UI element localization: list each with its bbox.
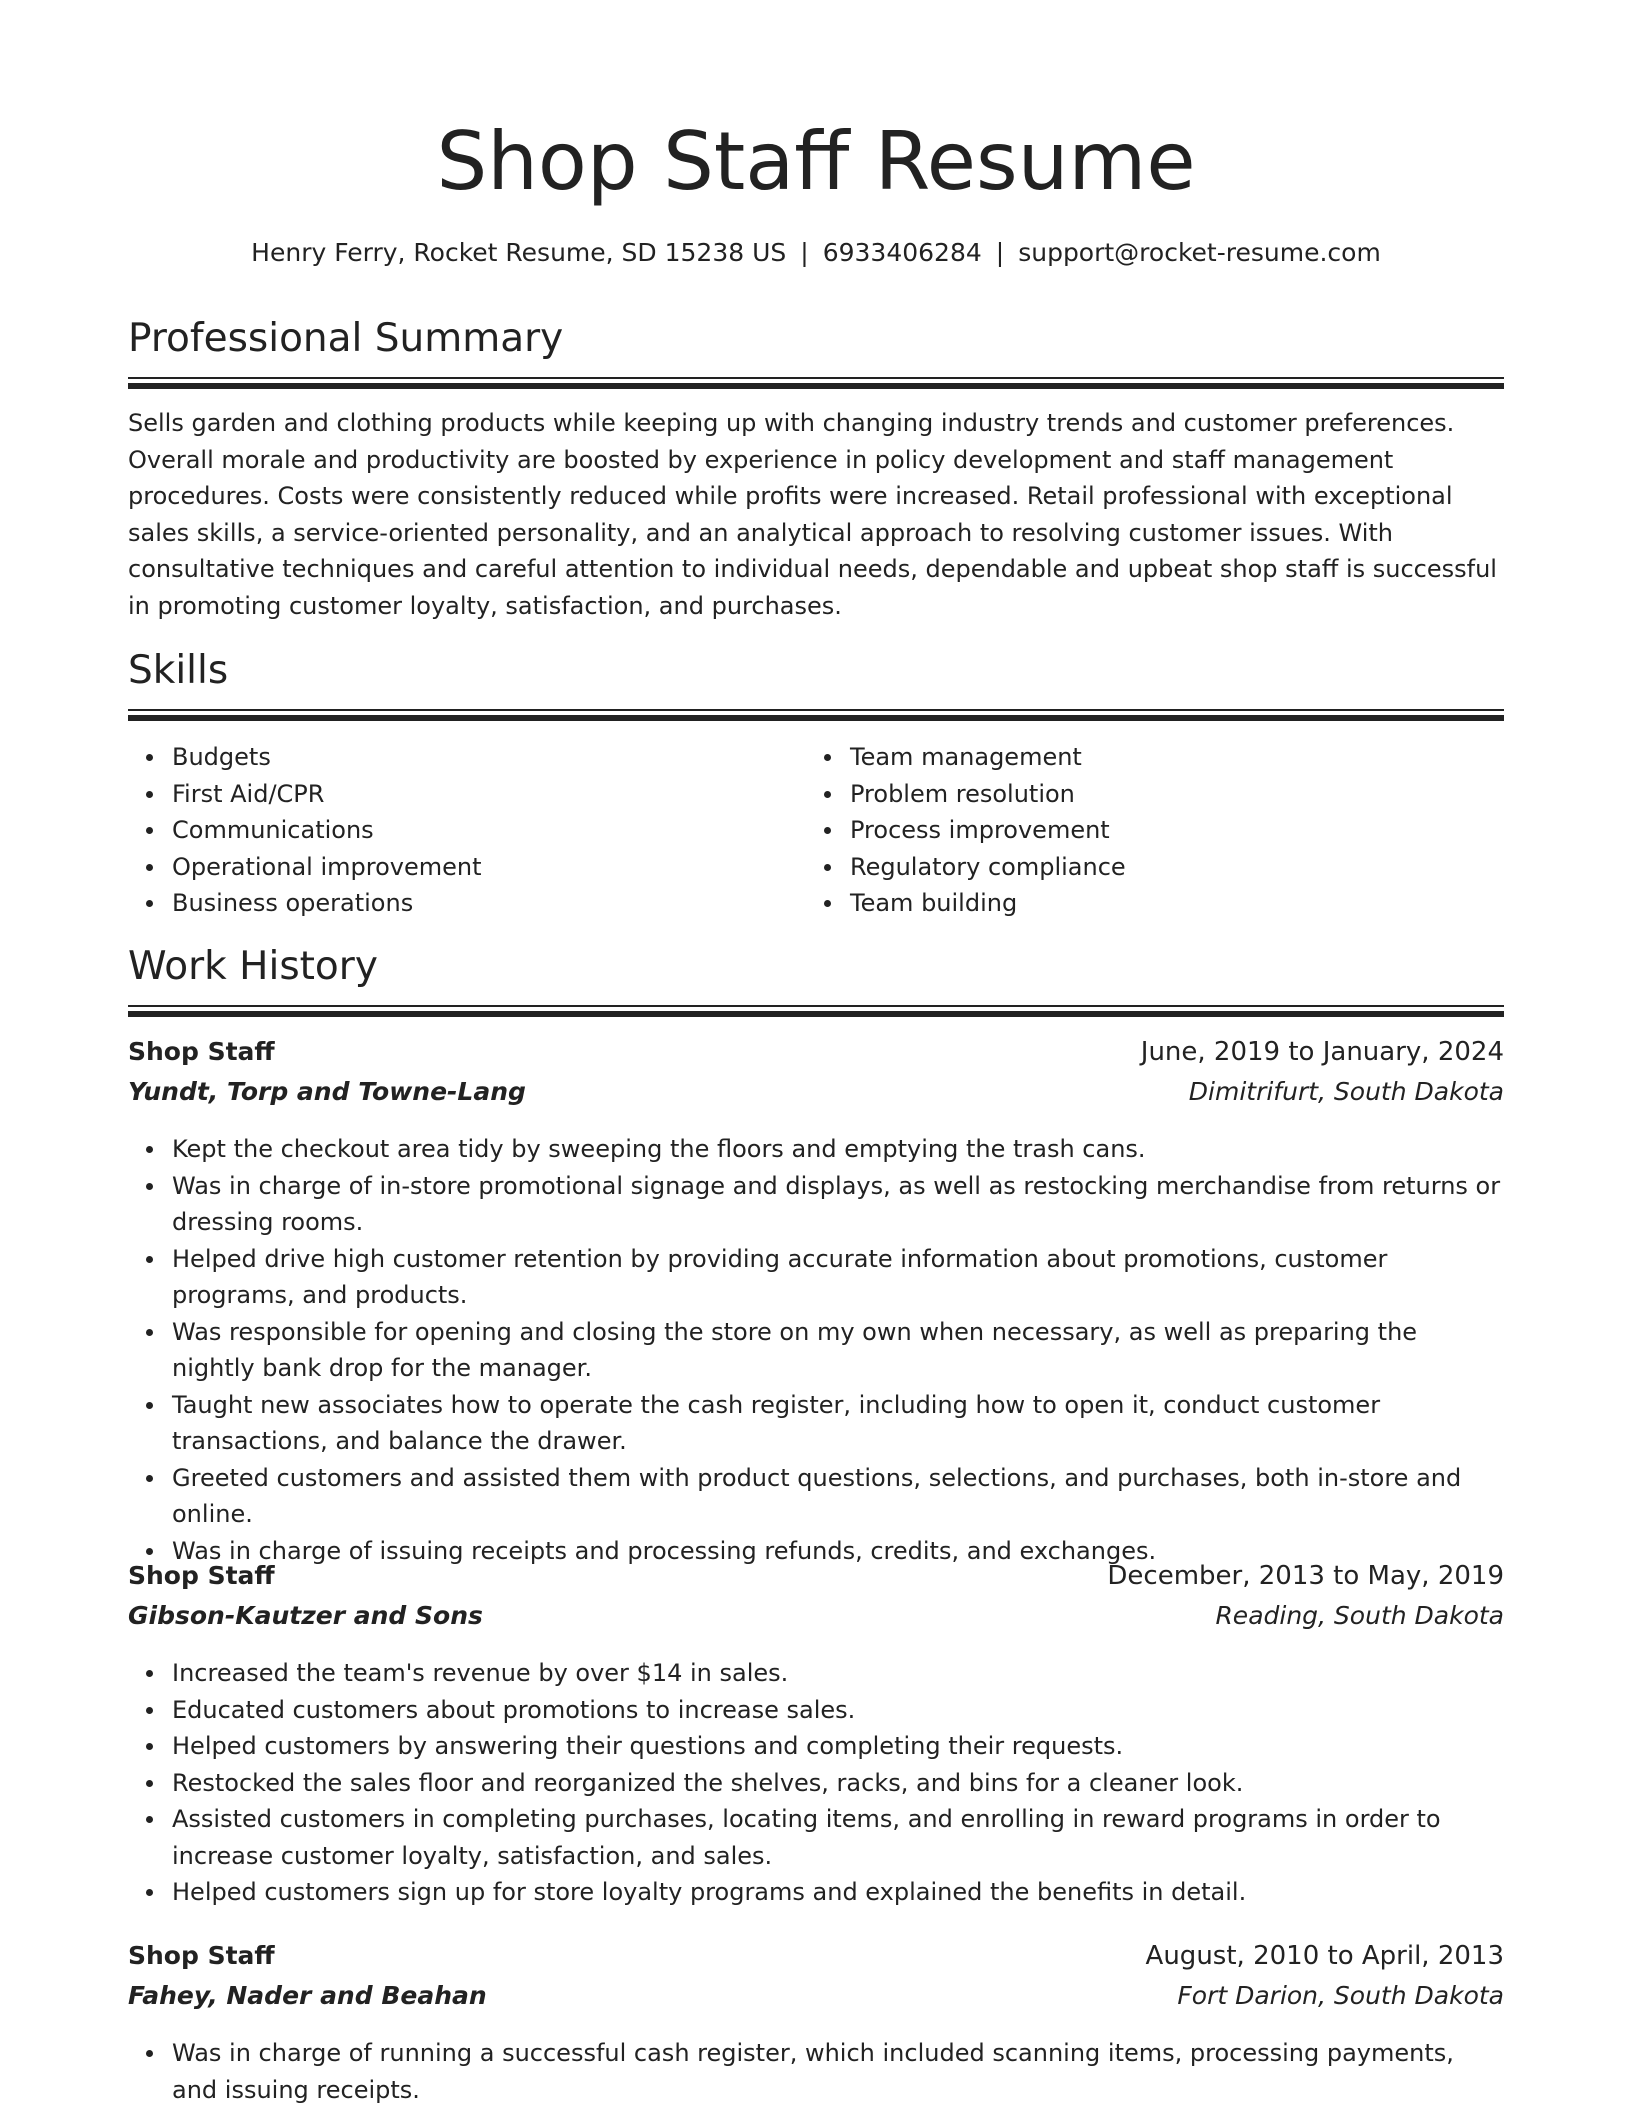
work-history-section	[128, 946, 1504, 989]
job-bullet: Greeted customers and assisted them with product questions, selections, and purchases, both in-store and online.	[172, 1460, 1504, 1533]
skills-column-right	[806, 739, 1486, 922]
skill-item: Communications	[172, 812, 808, 849]
contact-phone: 6933406284	[822, 238, 982, 267]
job-location: Dimitrifurt, South Dakota	[1188, 1077, 1504, 1106]
work-history-divider	[128, 1005, 1504, 1017]
job-bullet: Was responsible for opening and closing the store on my own when necessary, as well as preparing the nightly bank drop for the manager.	[172, 1314, 1504, 1387]
job-company: Yundt, Torp and Towne-Lang	[128, 1077, 526, 1106]
contact-line	[128, 238, 1504, 267]
job-dates: August, 2010 to April, 2013	[1145, 1941, 1504, 1971]
skills-heading: Skills	[128, 648, 229, 693]
contact-separator: |	[800, 238, 809, 267]
job-location: Fort Darion, South Dakota	[1177, 1981, 1504, 2010]
job-title: Shop Staff	[128, 1037, 275, 1066]
job-entry	[128, 1941, 1504, 2108]
skill-item: Team building	[850, 885, 1486, 922]
contact-email[interactable]: support@rocket-resume.com	[1018, 238, 1381, 267]
job-bullet: Was in charge of running a successful cash register, which included scanning items, processing payments, and issuing receipts.	[172, 2035, 1504, 2108]
job-entry	[128, 1561, 1504, 1911]
job-bullet: Kept the checkout area tidy by sweeping the floors and emptying the trash cans.	[172, 1131, 1504, 1168]
job-bullet: Educated customers about promotions to increase sales.	[172, 1692, 1504, 1729]
summary-divider	[128, 377, 1504, 389]
job-entry	[128, 1037, 1504, 1569]
job-bullet: Was in charge of in-store promotional signage and displays, as well as restocking merchandise from returns or dressing rooms.	[172, 1168, 1504, 1241]
skills-section	[128, 650, 1504, 693]
contact-separator: |	[995, 238, 1005, 267]
skill-item: Budgets	[172, 739, 808, 776]
job-bullet: Taught new associates how to operate the cash register, including how to open it, conduct customer transactions, and balance the drawer.	[172, 1387, 1504, 1460]
skill-item: First Aid/CPR	[172, 776, 808, 813]
skills-divider	[128, 709, 1504, 721]
skills-column-left	[128, 739, 808, 922]
work-history-heading: Work History	[128, 944, 378, 989]
job-bullet: Assisted customers in completing purchases, locating items, and enrolling in reward programs in order to increase customer loyalty, satisfaction, and sales.	[172, 1801, 1504, 1874]
skill-item: Operational improvement	[172, 849, 808, 886]
job-company: Gibson-Kautzer and Sons	[128, 1601, 483, 1630]
job-bullet: Helped drive high customer retention by providing accurate information about promotions, customer programs, and products.	[172, 1241, 1504, 1314]
contact-address: Henry Ferry, Rocket Resume, SD 15238 US	[251, 238, 787, 267]
job-title: Shop Staff	[128, 1561, 275, 1590]
job-bullet: Was in charge of issuing receipts and processing refunds, credits, and exchanges.	[172, 1533, 1504, 1570]
job-dates: December, 2013 to May, 2019	[1107, 1561, 1504, 1591]
summary-text: Sells garden and clothing products while keeping up with changing industry trends and customer preferences. Overall morale and productivity are boosted by experience in policy development and staff management procedures. Costs were consistently reduced while profits were increased. Retail professional with exceptional sales skills, a service-oriented personality, and an analytical approach to resolving customer issues. With consultative techniques and careful attention to individual needs, dependable and upbeat shop staff is successful in promoting customer loyalty, satisfaction, and purchases.	[128, 409, 1497, 620]
job-location: Reading, South Dakota	[1215, 1601, 1504, 1630]
job-bullet: Increased the team's revenue by over $14 in sales.	[172, 1655, 1504, 1692]
summary-heading: Professional Summary	[128, 316, 564, 361]
summary-section	[128, 318, 1504, 361]
skill-item: Team management	[850, 739, 1486, 776]
page-title: Shop Staff Resume	[436, 115, 1196, 208]
skill-item: Regulatory compliance	[850, 849, 1486, 886]
skill-item: Process improvement	[850, 812, 1486, 849]
job-dates: June, 2019 to January, 2024	[1140, 1037, 1504, 1067]
skill-item: Business operations	[172, 885, 808, 922]
skill-item: Problem resolution	[850, 776, 1486, 813]
job-bullet: Helped customers sign up for store loyalty programs and explained the benefits in detail.	[172, 1874, 1504, 1911]
job-bullet: Helped customers by answering their questions and completing their requests.	[172, 1728, 1504, 1765]
job-bullet: Restocked the sales floor and reorganized the shelves, racks, and bins for a cleaner look.	[172, 1765, 1504, 1802]
job-company: Fahey, Nader and Beahan	[128, 1981, 487, 2010]
job-title: Shop Staff	[128, 1941, 275, 1970]
